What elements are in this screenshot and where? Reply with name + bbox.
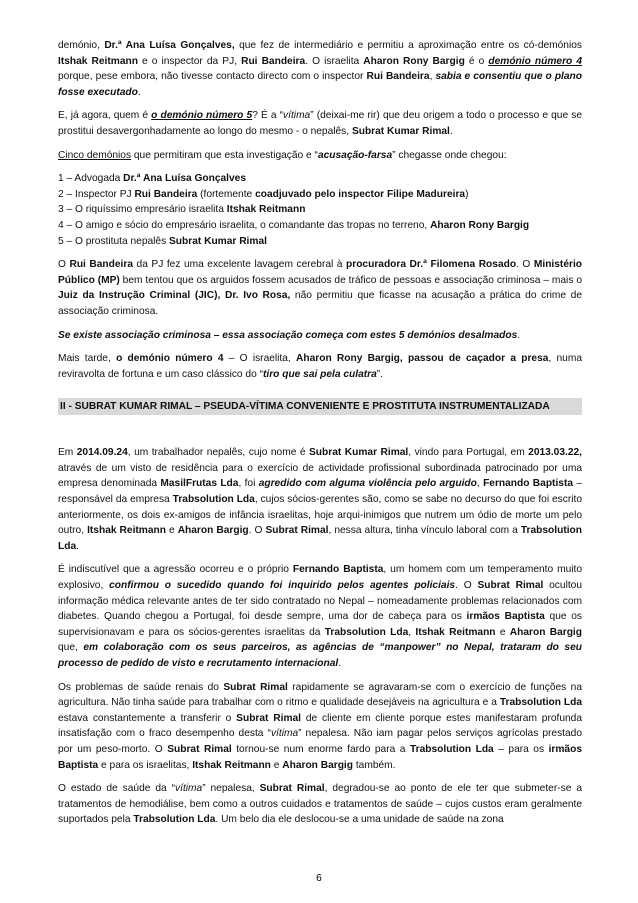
paragraph-3: Cinco demónios que permitiram que esta investigação e “acusação-farsa” chegasse onde chegou:	[58, 149, 507, 161]
paragraph-5: Se existe associação criminosa – essa associação começa com estes 5 demónios desalmados.	[58, 329, 521, 341]
paragraph-7: Em 2014.09.24, um trabalhador nepalês, cujo nome é Subrat Kumar Rimal, vindo para Portugal, em 2013.03.22, através de um visto de residência para o exercício de actividade profissional subordinada patrocinado por uma empresa denominada MasilFrutas Lda, foi agredido com alguma violência pelo arguido, Fernando Baptista – responsável da empresa Trabsolution Lda, cujos sócios-gerentes são, como se sabe no decurso do que foi escrito anteriormente, os dois ex-amigos de infância israelitas, hoje arqui-inimigos que nutrem um ódio de morte um pelo outro, Itshak Reitmann e Aharon Bargig. O Subrat Rimal, nessa altura, tinha vínculo laboral com a Trabsolution Lda.	[58, 447, 582, 552]
paragraph-6: Mais tarde, o demónio número 4 – O israelita, Aharon Rony Bargig, passou de caçador a presa, numa reviravolta de fortuna e um caso clássico do “tiro que sai pela culatra”.	[58, 353, 582, 380]
list-item: 5 – O prostituta nepalês Subrat Kumar Rimal	[58, 235, 267, 247]
list-item: 3 – O riquíssimo empresário israelita Itshak Reitmann	[58, 204, 306, 216]
paragraph-1: demónio, Dr.ª Ana Luísa Gonçalves, que fez de intermediário e permitiu a aproximação entre os có-demónios Itshak Reitmann e o inspector da PJ, Rui Bandeira. O israelita Aharon Rony Bargig é o demónio número 4 porque, pese embora, não tivesse contacto directo com o inspector Rui Bandeira, sabia e consentiu que o plano fosse executado.	[58, 40, 582, 98]
paragraph-10: O estado de saúde da “vítima” nepalesa, Subrat Rimal, degradou-se ao ponto de ele ter que submeter-se a tratamentos de hemodiálise, bem como a outros cuidados e tratamentos de saúde – cujos custos eram geralmente suportados pela Trabsolution Lda. Um belo dia ele deslocou-se a uma unidade de saúde na zona	[58, 783, 582, 826]
list-item: 1 – Advogada Dr.ª Ana Luísa Gonçalves	[58, 173, 247, 185]
paragraph-4: O Rui Bandeira da PJ fez uma excelente lavagem cerebral à procuradora Dr.ª Filomena Rosado. O Ministério Público (MP) bem tentou que os arguidos fossem acusados de tráfico de pessoas e associação criminosa – mais o Juiz da Instrução Criminal (JIC), Dr. Ivo Rosa, não permitiu que ficasse na acusação a prática do crime de associação criminosa.	[58, 259, 583, 317]
paragraph-9: Os problemas de saúde renais do Subrat Rimal rapidamente se agravaram-se com o exercício de funções na agricultura. Não tinha saúde para trabalhar com o ritmo e qualidade desejáveis na agricultura e a Trabsolution Lda estava constantemente a transferir o Subrat Rimal de cliente em cliente porque estes manifestaram profunda insatisfação com o fraco desempenho desta “vítima” nepalesa. Não iam pagar pelos serviços agrícolas prestado por um peso-morto. O Subrat Rimal tornou-se num enorme fardo para a Trabsolution Lda – para os irmãos Baptista e para os israelitas, Itshak Reitmann e Aharon Bargig também.	[58, 681, 583, 771]
paragraph-2: E, já agora, quem é o demónio número 5? É a “vítima” (deixai-me rir) que deu origem a todo o processo e que se prostitui desavergonhadamente ao longo do mesmo - o nepalês, Subrat Kumar Rimal.	[58, 110, 582, 137]
paragraph-8: É indiscutível que a agressão ocorreu e o próprio Fernando Baptista, um homem com um temperamento muito explosivo, confirmou o sucedido quando foi inquirido pelos agentes policiais. O Subrat Rimal ocultou informação médica relevante antes de ter sido contratado no Nepal – nomeadamente problemas relacionados com diabetes. Quando chegou a Portugal, foi desde sempre, uma dor de cabeça para os irmãos Baptista que os supervisionavam e para os sócios-gerentes israelitas da Trabsolution Lda, Itshak Reitmann e Aharon Bargig que, em colaboração com os seus parceiros, as agências de “manpower” no Nepal, trataram do seu processo de pedido de visto e recrutamento internacional.	[58, 564, 583, 669]
page-number: 6	[316, 873, 322, 884]
list-item: 2 – Inspector PJ Rui Bandeira (fortemente coadjuvado pelo inspector Filipe Madureira)	[58, 188, 469, 200]
list-item: 4 – O amigo e sócio do empresário israelita, o comandante das tropas no terreno, Aharon Rony Bargig	[58, 219, 530, 231]
demons-list	[58, 171, 582, 249]
spacer	[58, 415, 582, 445]
section-heading: II - SUBRAT KUMAR RIMAL – PSEUDA-VÍTIMA CONVENIENTE E PROSTITUTA INSTRUMENTALIZADA	[58, 398, 582, 415]
